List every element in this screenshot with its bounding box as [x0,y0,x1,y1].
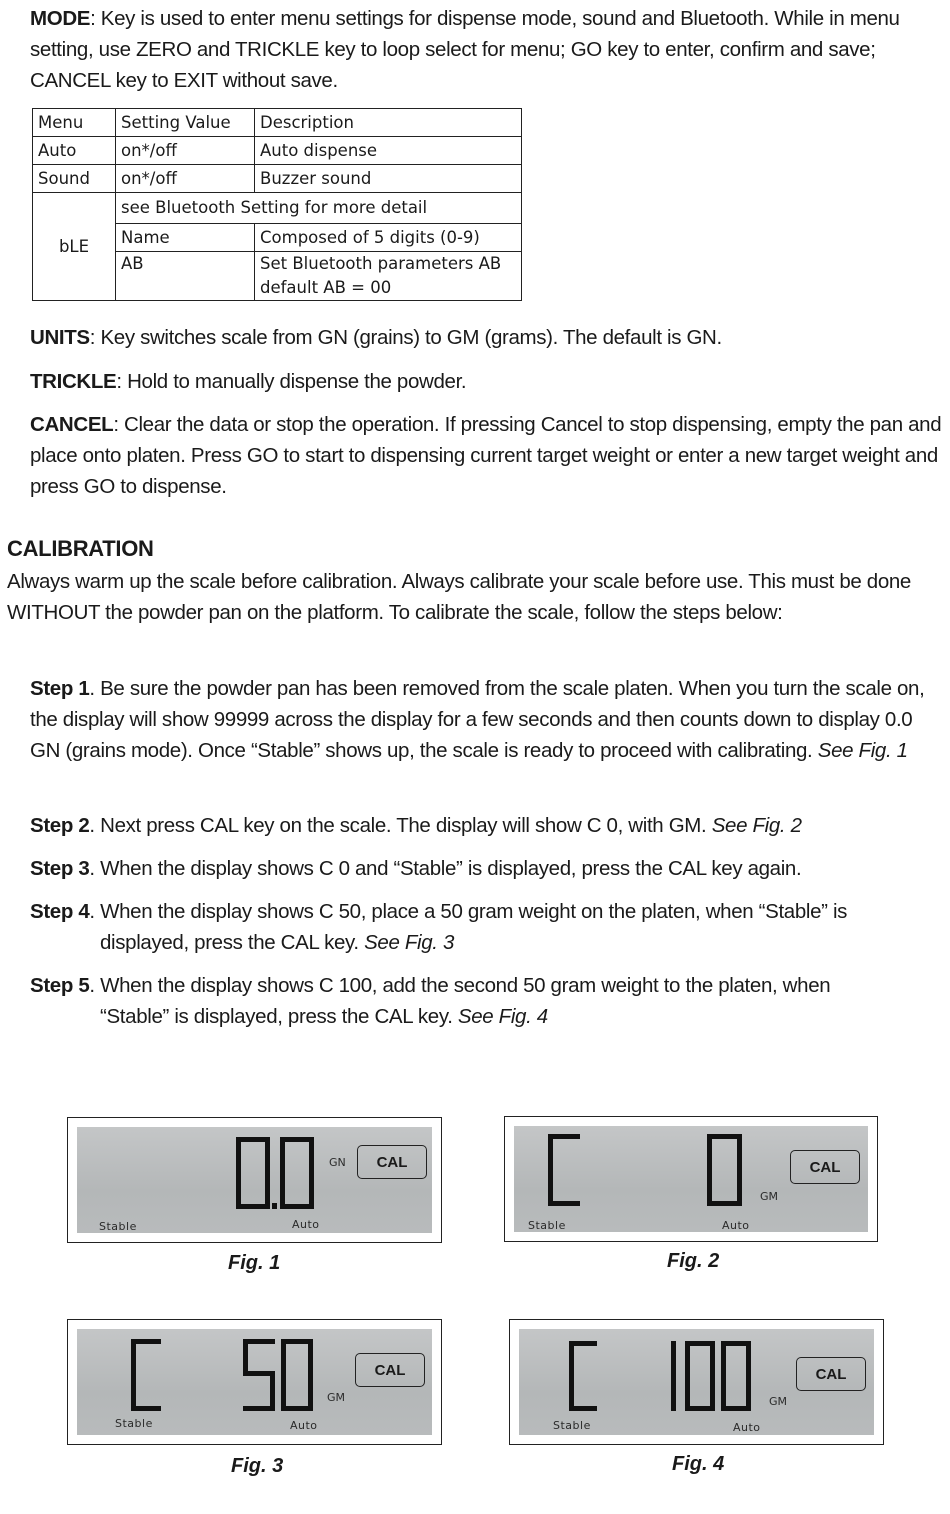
lcd-digits [563,1337,763,1417]
figure-2-scale-display [504,1116,878,1242]
lcd-digits [542,1130,752,1210]
cal-button[interactable]: CAL [796,1357,866,1391]
table-cell: Auto dispense [255,137,522,165]
table-cell: Composed of 5 digits (0-9) [255,224,522,252]
step-text: . When the display shows C 100, add the second 50 gram weight to the platen, when [89,974,831,997]
table-row [33,137,522,165]
lcd-screen [77,1329,432,1435]
table-cell-ble: bLE [33,193,116,301]
table-header-cell: Menu [33,109,116,137]
stable-indicator: Stable [528,1219,566,1232]
mode-description: : Key is used to enter menu settings for dispense mode, sound and Bluetooth. While in menu setting, use ZERO and TRICKLE key to loop select for menu; GO key to enter, confirm and save; CANCEL key to EXIT without save. [30,7,900,92]
figure-reference: See Fig. 4 [457,1005,548,1028]
cal-button[interactable]: CAL [355,1353,425,1387]
table-header-cell: Setting Value [116,109,255,137]
figure-reference: See Fig. 2 [711,814,802,837]
unit-indicator: GN [329,1156,346,1169]
figure-3-caption: Fig. 3 [231,1455,284,1477]
lcd-screen [514,1126,868,1232]
table-row [33,165,522,193]
ab-default-line: default AB = 00 [260,278,392,297]
units-description: : Key switches scale from GN (grains) to GM (grams). The default is GN. [89,326,722,349]
step-text: displayed, press the CAL key. [100,931,365,954]
step-5 [30,970,945,1032]
auto-indicator: Auto [722,1219,750,1232]
auto-indicator: Auto [292,1218,320,1231]
figure-3-scale-display [67,1319,442,1445]
step-text: . When the display shows C 50, place a 50 gram weight on the platen, when “Stable” is [89,900,848,923]
step-label: Step 2 [30,814,90,837]
stable-indicator: Stable [99,1220,137,1233]
step-label: Step 4 [30,900,90,923]
trickle-key-label: TRICKLE [30,370,117,393]
unit-indicator: GM [327,1391,346,1404]
step-label: Step 5 [30,974,90,997]
trickle-description: : Hold to manually dispense the powder. [116,370,467,393]
cal-button[interactable]: CAL [790,1150,860,1184]
step-text-continued [30,927,945,958]
lcd-digits [232,1135,322,1211]
table-cell: on*/off [116,137,255,165]
table-header-cell: Description [255,109,522,137]
auto-indicator: Auto [290,1419,318,1432]
calibration-heading: CALIBRATION [7,536,154,561]
units-key-label: UNITS [30,326,90,349]
step-text-continued [30,1001,945,1032]
trickle-paragraph [30,366,945,397]
table-cell-ab-description [255,252,522,301]
step-text: “Stable” is displayed, press the CAL key. [100,1005,458,1028]
table-cell: Sound [33,165,116,193]
figure-reference: See Fig. 1 [817,739,908,762]
unit-indicator: GM [769,1395,788,1408]
stable-indicator: Stable [115,1417,153,1430]
lcd-digits [125,1335,325,1415]
step-text: . Next press CAL key on the scale. The display will show C 0, with GM. [89,814,712,837]
step-text: . When the display shows C 0 and “Stable” is displayed, press the CAL key again. [89,857,802,880]
lcd-screen [519,1329,874,1435]
step-label: Step 1 [30,677,90,700]
table-cell: AB [116,252,255,301]
figure-4-scale-display [509,1319,884,1445]
step-label: Step 3 [30,857,90,880]
table-cell: on*/off [116,165,255,193]
unit-indicator: GM [760,1190,779,1203]
cancel-description: : Clear the data or stop the operation. If pressing Cancel to stop dispensing, empty the pan and place onto platen. Press GO to start to dispensing current target weight or enter a new target weight and press GO to dispense. [30,413,942,498]
mode-paragraph [30,3,945,96]
menu-settings-table [32,108,522,301]
table-header-row [33,109,522,137]
cancel-key-label: CANCEL [30,413,114,436]
mode-key-label: MODE [30,7,91,30]
table-cell: Name [116,224,255,252]
step-4 [30,896,945,958]
step-1 [30,673,945,766]
figure-1-caption: Fig. 1 [228,1252,281,1274]
lcd-screen [77,1127,432,1233]
stable-indicator: Stable [553,1419,591,1432]
auto-indicator: Auto [733,1421,761,1434]
step-2 [30,810,945,841]
table-cell: Auto [33,137,116,165]
table-cell-ble-note: see Bluetooth Setting for more detail [116,193,522,224]
cancel-paragraph [30,409,945,502]
ab-description-line: Set Bluetooth parameters AB [260,254,502,273]
step-3 [30,853,945,884]
figure-1-scale-display [67,1117,442,1243]
figure-2-caption: Fig. 2 [667,1250,720,1272]
units-paragraph [30,322,945,353]
step-text: . Be sure the powder pan has been removed from the scale platen. When you turn the scale on, the display will show 99999 across the display for a few seconds and then counts down to display 0.0 GN (grains mode). Once “Stable” shows up, the scale is ready to proceed with calibrating. [30,677,925,762]
table-row [33,193,522,224]
figure-4-caption: Fig. 4 [672,1453,725,1475]
figure-reference: See Fig. 3 [364,931,455,954]
table-cell: Buzzer sound [255,165,522,193]
calibration-intro: Always warm up the scale before calibration. Always calibrate your scale before use. This must be done WITHOUT the powder pan on the platform. To calibrate the scale, follow the steps below: [7,570,911,624]
cal-button[interactable]: CAL [357,1145,427,1179]
